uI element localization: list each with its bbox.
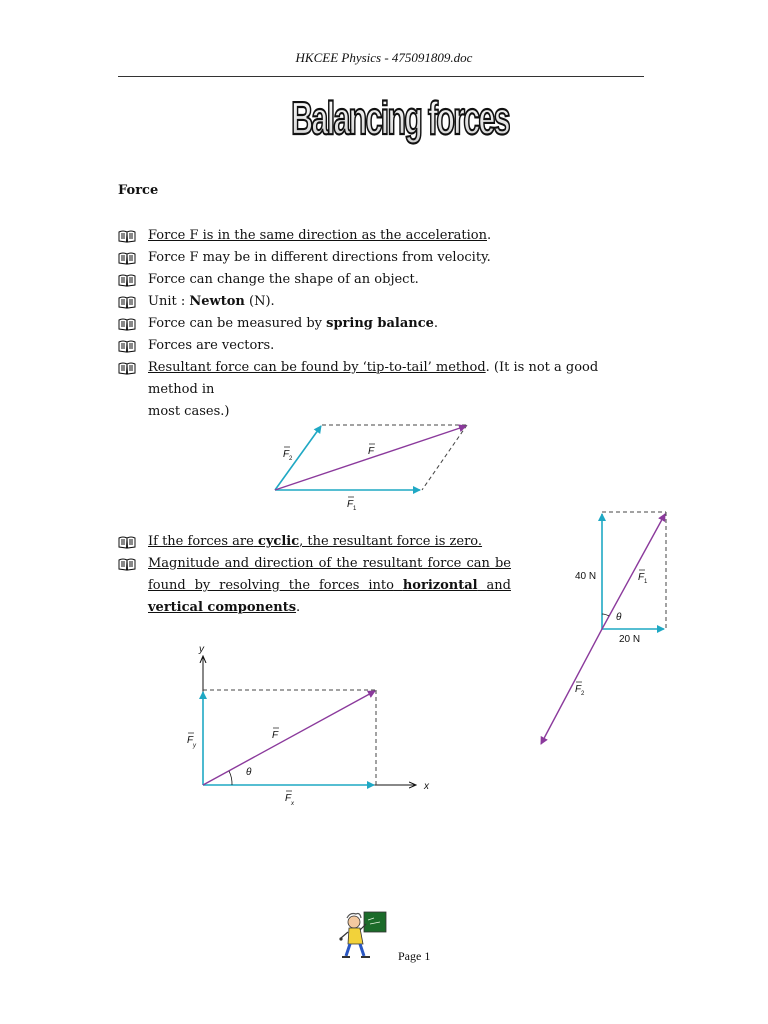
vector-f2: [541, 629, 602, 744]
bullet-bold: spring balance: [326, 316, 434, 331]
vector-f1: [602, 514, 665, 629]
page-header: HKCEE Physics - 475091809.doc: [295, 50, 473, 65]
bullet-bold: cyclic: [257, 534, 300, 549]
vector-arrow-glyphs: [576, 570, 645, 682]
label-f1-sub: 1: [353, 506, 357, 512]
header-rule: [118, 76, 644, 77]
list-item: [118, 247, 658, 269]
vector-f2: [275, 426, 321, 490]
page-number: Page 1: [398, 949, 431, 963]
open-book-icon: [118, 273, 136, 287]
open-book-icon: [118, 361, 136, 375]
list-item: Force F is in the same direction as the acceleration.: [118, 225, 658, 247]
teacher-clipart-icon: [336, 908, 392, 964]
list-item: [118, 335, 658, 357]
bullet-bold: horizontal: [402, 578, 478, 593]
bullet-text: Forces are vectors.: [148, 338, 275, 353]
label-f2-sub: 2: [289, 456, 293, 462]
open-book-icon: [118, 295, 136, 309]
label-fy: F: [187, 735, 194, 746]
dashed-edge: [422, 425, 467, 490]
open-book-icon: [118, 317, 136, 331]
bullet-text: and: [486, 578, 511, 593]
label-f1: F: [638, 572, 645, 583]
bullet-text: Force F is in the same direction as the acceleration: [148, 228, 487, 243]
bullet-text: Force can be measured by: [148, 316, 322, 331]
page-title-text: Balancing forces: [291, 94, 509, 145]
label-fx-sub: x: [291, 801, 294, 807]
bullet-text: Magnitude and direction of the resultant force can be: [148, 556, 511, 571]
label-f: F: [368, 446, 375, 457]
section-heading-force: Force: [118, 183, 159, 198]
label-f: F: [272, 730, 279, 741]
bullet-text: found by resolving the forces into: [148, 578, 394, 593]
open-book-icon: [118, 557, 136, 571]
label-f2-sub: 2: [581, 691, 585, 697]
bullet-text: If the forces are: [148, 534, 254, 549]
figure-parallelogram: [262, 415, 482, 515]
open-book-icon: [118, 251, 136, 265]
label-fx: F: [285, 793, 292, 804]
bullet-bold: vertical components: [148, 600, 297, 615]
bullet-text: Force can change the shape of an object.: [148, 272, 419, 287]
bullet-text: (N).: [249, 294, 275, 309]
list-item: [118, 357, 658, 419]
label-x: x: [424, 781, 429, 792]
list-item: [118, 269, 658, 291]
label-f1-sub: 1: [644, 579, 648, 585]
label-y: y: [199, 644, 204, 655]
figure-resolution-40n-20n: [530, 505, 680, 755]
label-40n: 40 N: [575, 571, 597, 582]
label-theta: θ: [246, 767, 252, 778]
vector-f: [203, 691, 375, 785]
label-20n: 20 N: [619, 634, 641, 645]
open-book-icon: [118, 339, 136, 353]
open-book-icon: [118, 535, 136, 549]
bullet-text: Resultant force can be found by ‘tip-to-tail’ method: [148, 360, 486, 375]
vector-f-resultant: [275, 426, 466, 490]
bullet-bold: Newton: [189, 294, 245, 309]
list-item: [118, 291, 658, 313]
angle-arc: [229, 771, 232, 785]
list-item: Force can be measured by spring balance.: [118, 313, 658, 335]
bullet-text: Unit :: [148, 294, 186, 309]
label-f1: F: [347, 499, 354, 510]
label-f2: F: [575, 684, 582, 695]
label-f2: F: [283, 449, 290, 460]
bullet-text: , the resultant force is zero: [299, 534, 478, 549]
list-item: If the forces are cyclic, the resultant force is zero.: [118, 531, 658, 553]
open-book-icon: [118, 229, 136, 243]
figure-xy-components: [180, 640, 440, 815]
page-title: [290, 90, 510, 146]
angle-arc: [602, 614, 609, 616]
bullet-text: . (It is not a good method in: [148, 360, 599, 397]
vector-arrow-glyphs: [284, 444, 375, 497]
label-theta: θ: [616, 612, 622, 623]
bullet-text: Force F may be in different directions from velocity.: [148, 250, 491, 265]
bullet-text: most cases.): [148, 404, 230, 419]
list-item: Magnitude and direction of the resultant force can be found by resolving the forces into horizontal and vertical components.: [118, 553, 513, 619]
label-fy-sub: y: [193, 743, 196, 749]
